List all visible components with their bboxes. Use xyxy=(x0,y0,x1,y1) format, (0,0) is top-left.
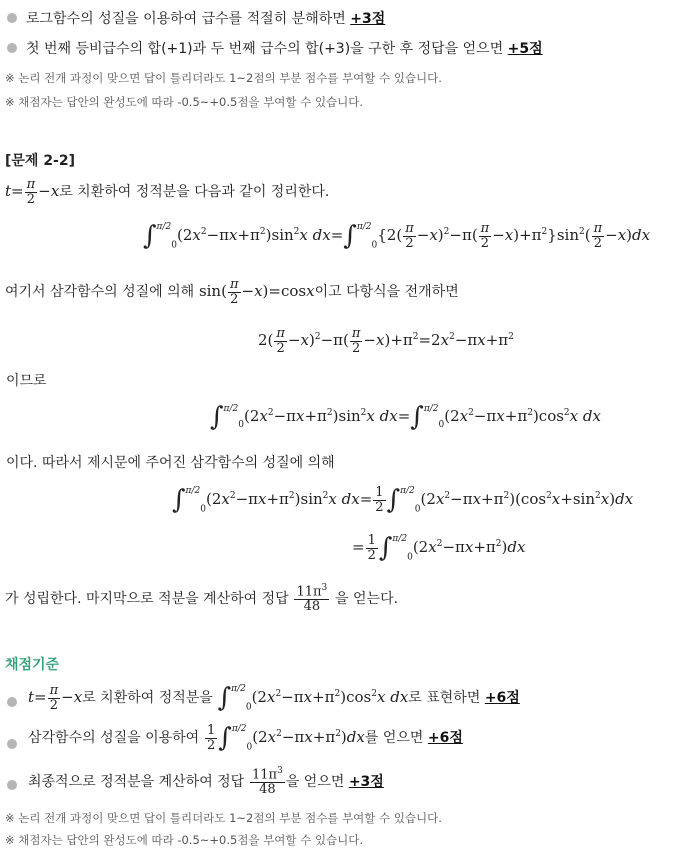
scoring-item-text: 첫 번째 등비급수의 합(+1)과 두 번째 급수의 합(+3)을 구한 후 정답을 얻으면 xyxy=(26,41,508,57)
bullet-marker xyxy=(7,13,17,23)
equation-4: $\int^{\pi/2}0(2x^2-\pi x+\pi^2)\sin^2x$ dx= $\frac{1}{2}$ $\int^{\pi/2}0(2x^2-\pi x+\pi^2)(\cos^2x+\sin^2x)dx$ xyxy=(172,485,634,516)
equation-3: $\int^{\pi/2}0(2x^2-\pi x+\pi^2)\sin^2x$ $dx=\int^{\pi/2}0(2x^2-\pi x+\pi^2)\cos^2x$ dx xyxy=(210,402,601,432)
bullet-marker xyxy=(7,697,17,707)
equation-2: 2( $\frac{\pi}{2}$ −x)$^2$−π( $\frac{\pi}{2}$ $-x)+\pi^2=2x^2-\pi x+\pi^2$ xyxy=(258,326,514,356)
criteria-tail: 를 얻으면 xyxy=(364,730,428,747)
scoring-item-text: 로그함수의 성질을 이용하여 급수를 적절히 분해하면 xyxy=(26,11,351,27)
consequence-text: 이다. 따라서 제시문에 주어진 삼각함수의 성질에 의해 xyxy=(6,455,335,471)
criteria-item-1: t= $\frac{\pi}{2}$ −x로 치환하여 정적분을 $\int^{\pi/2}0(2x^2-\pi x+\pi^2)\cos^2x$ dx로 표현하면 +6점 xyxy=(28,683,520,714)
identity-tail-text: 이고 다항식을 전개하면 xyxy=(314,284,459,301)
criteria-text: 로 치환하여 정적분을 xyxy=(82,690,213,707)
criteria-item-3: 최종적으로 정적분을 계산하여 정답 $\frac{11\pi^3}{48}$ 을 얻으면 +3점 xyxy=(28,766,384,797)
grader-note: ※ 채점자는 답안의 완성도에 따라 -0.5~+0.5점을 부여할 수 있습니다. xyxy=(5,833,364,847)
grader-note: ※ 채점자는 답안의 완성도에 따라 -0.5~+0.5점을 부여할 수 있습니다. xyxy=(5,95,364,109)
equation-1: $\int^{\pi/2}0(2x^2-\pi x+\pi^2)\sin^2x$ dx=∫$^{\pi/2}$0{2( $\frac{\pi}{2}$ −x)$^2$−π( $\frac{\pi}{2}$ $-x)+\pi^2\}\sin^2$( $\frac{\pi}{2}$ −x)dx xyxy=(143,221,651,252)
problem-title: [문제 2-2] xyxy=(5,153,76,169)
partial-credit-note: ※ 논리 전개 과정이 맞으면 답이 틀리더라도 1~2점의 부분 점수를 부여할 수 있습니다. xyxy=(5,811,442,825)
points-badge: +3점 xyxy=(350,11,386,27)
answer-text: 가 성립한다. 마지막으로 적분을 계산하여 정답 xyxy=(5,590,289,607)
points-badge: +6점 xyxy=(484,690,520,707)
scoring-item-2 xyxy=(26,38,543,58)
answer-line: 가 성립한다. 마지막으로 적분을 계산하여 정답 $\frac{11\pi^3}{48}$ 을 얻는다. xyxy=(5,583,399,614)
points-badge: +3점 xyxy=(348,773,384,790)
identity-line: 여기서 삼각함수의 성질에 의해 sin( $\frac{\pi}{2}$ −x)=cosx이고 다항식을 전개하면 xyxy=(5,277,459,307)
points-badge: +5점 xyxy=(507,41,543,57)
criteria-tail: 로 표현하면 xyxy=(408,690,485,707)
partial-credit-note: ※ 논리 전개 과정이 맞으면 답이 틀리더라도 1~2점의 부분 점수를 부여할 수 있습니다. xyxy=(5,71,442,85)
criteria-text: 삼각함수의 성질을 이용하여 xyxy=(28,730,200,747)
bullet-marker xyxy=(7,739,17,749)
criteria-item-2: 삼각함수의 성질을 이용하여 $\frac{1}{2}$ $\int^{\pi/2}0(2x^2-\pi x+\pi^2)dx$를 얻으면 +6점 xyxy=(28,723,463,754)
bullet-marker xyxy=(7,43,17,53)
criteria-tail: 을 얻으면 xyxy=(285,773,349,790)
equation-5: = $\frac{1}{2}$ $\int^{\pi/2}0(2x^2-\pi x+\pi^2)dx$ xyxy=(352,533,526,564)
therefore-text: 이므로 xyxy=(6,373,47,389)
substitution-line: t= $\frac{\pi}{2}$ −x로 치환하여 정적분을 다음과 같이 정리한다. xyxy=(5,177,330,207)
criteria-text: 최종적으로 정적분을 계산하여 정답 xyxy=(28,773,245,790)
criteria-title: 채점기준 xyxy=(5,657,60,673)
substitution-text: 로 치환하여 정적분을 다음과 같이 정리한다. xyxy=(59,184,330,201)
identity-text: 여기서 삼각함수의 성질에 의해 xyxy=(5,284,195,301)
points-badge: +6점 xyxy=(427,730,463,747)
answer-tail-text: 을 얻는다. xyxy=(335,590,399,607)
scoring-item-1 xyxy=(26,8,385,28)
bullet-marker xyxy=(7,780,17,790)
